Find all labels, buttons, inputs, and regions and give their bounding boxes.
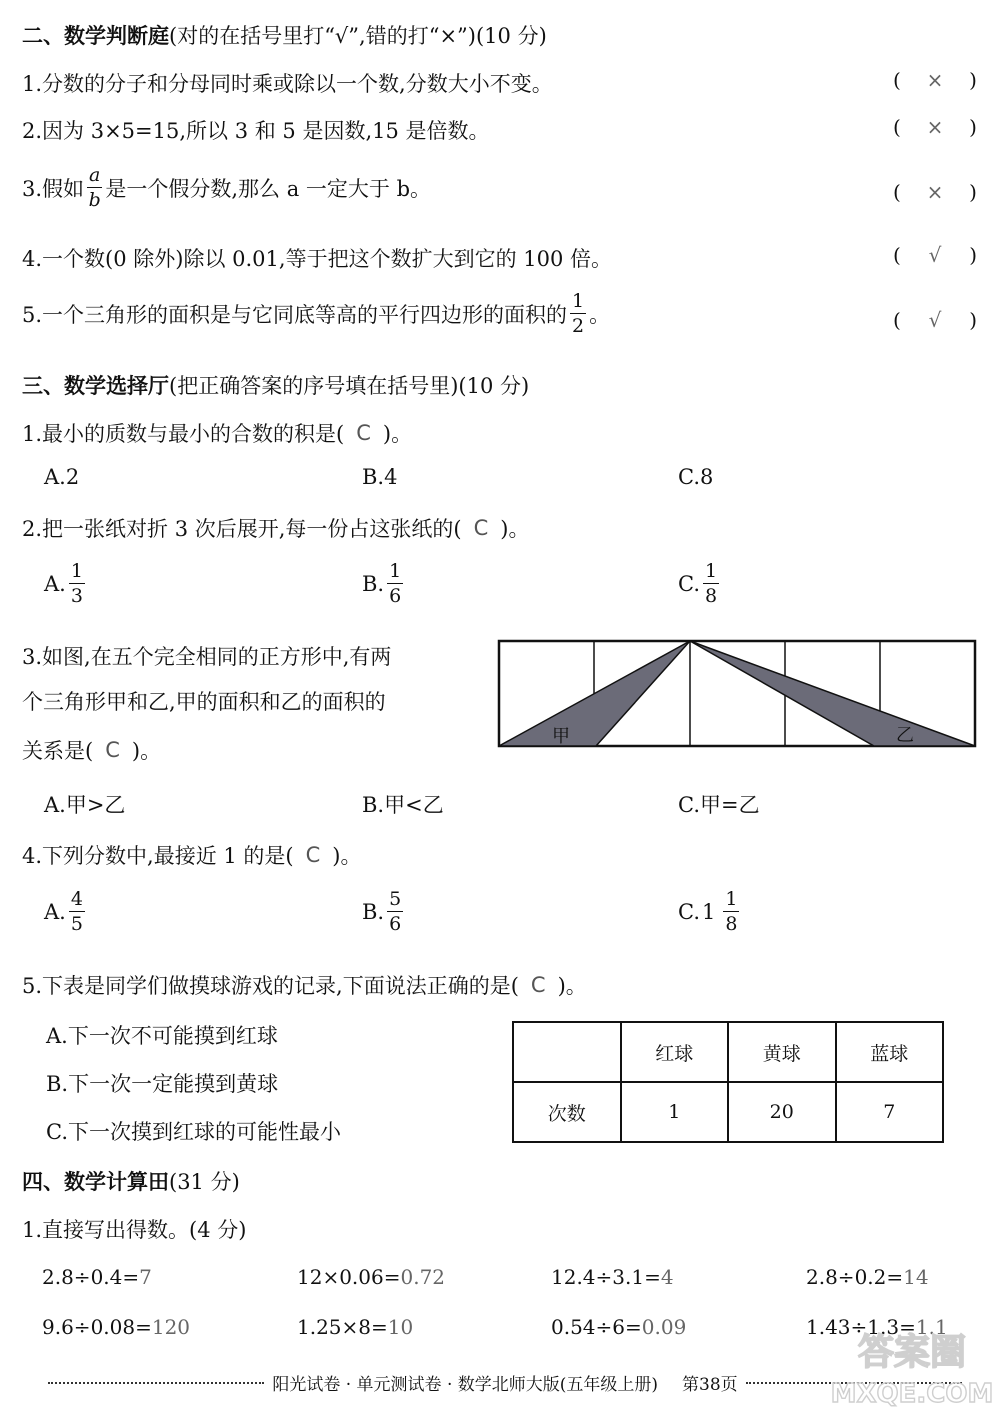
option-fraction: [723, 890, 739, 934]
choice-q5: [22, 970, 587, 1000]
q5-option-b: B.下一次一定能摸到黄球: [46, 1072, 279, 1096]
mixed-whole: 1: [702, 900, 716, 924]
paren-close: ): [969, 180, 977, 204]
choice-q3-text: 关系是(: [22, 739, 94, 763]
judge-answer-2: [893, 115, 977, 139]
choice-q1: [22, 418, 412, 448]
paren-open: (: [893, 115, 901, 139]
option-label: C.: [678, 572, 700, 596]
section-2-instruction: (对的在括号里打“√”,错的打“×”)(10 分): [169, 24, 547, 48]
calc-result: 0.72: [400, 1265, 446, 1289]
choice-q2-text-end: )。: [500, 517, 530, 541]
choice-q5-answer: C: [530, 973, 546, 997]
section-2-heading: 二、数学判断庭: [22, 23, 169, 48]
calc-item: [42, 1315, 190, 1339]
table-header-cell: 红球: [621, 1022, 729, 1082]
watermark-text-2: MXQE.COM: [830, 1379, 994, 1409]
frac-den: 6: [389, 913, 402, 935]
calc-item: [297, 1265, 445, 1289]
frac-num: 1: [705, 560, 718, 582]
calc-item: [806, 1265, 929, 1289]
section-4-instruction: (31 分): [169, 1170, 240, 1194]
q4-option-c: [678, 890, 742, 934]
judge-item-3: [22, 166, 431, 210]
calc-expr: 2.8÷0.2=: [806, 1265, 904, 1289]
option-label: A.: [44, 900, 66, 924]
choice-q5-text: 5.下表是同学们做摸球游戏的记录,下面说法正确的是(: [22, 974, 519, 998]
judge-answer-4: [893, 243, 977, 267]
q1-option-a: A.2: [44, 465, 80, 489]
fraction-one-half: [570, 292, 586, 336]
paren-close: ): [969, 308, 977, 332]
paren-close: ): [969, 68, 977, 92]
table-header-row: [513, 1022, 943, 1082]
ball-record-table: [512, 1021, 944, 1143]
table-cell: 7: [836, 1082, 944, 1142]
frac-num: 5: [389, 888, 402, 910]
choice-q3-text-end: )。: [131, 739, 162, 763]
choice-q3-answer: C: [105, 738, 120, 762]
calc-result: 10: [387, 1315, 414, 1339]
option-fraction: [387, 890, 403, 934]
frac-den: 8: [725, 913, 738, 935]
frac-num: 4: [70, 888, 83, 910]
calc-q1-title: 1.直接写出得数。(4 分): [22, 1218, 247, 1242]
judge-item-2-text: 2.因为 3×5=15,所以 3 和 5 是因数,15 是倍数。: [22, 119, 490, 143]
q2-option-b: [362, 562, 406, 606]
section-3-instruction: (把正确答案的序号填在括号里)(10 分): [169, 374, 530, 398]
judge-item-4: [22, 243, 612, 273]
calc-result: 1.1: [915, 1315, 948, 1339]
judge-mark-4: √: [928, 243, 942, 267]
watermark-logo: [830, 1318, 995, 1410]
calc-result: 7: [139, 1265, 152, 1289]
judge-item-5-text: 5.一个三角形的面积是与它同底等高的平行四边形的面积的: [22, 303, 568, 327]
table-cell: 20: [728, 1082, 836, 1142]
judge-mark-2: ×: [926, 115, 944, 139]
page-number: 第38页: [682, 1375, 738, 1395]
paren-close: ): [969, 243, 977, 267]
choice-q1-text-end: )。: [382, 422, 413, 446]
calc-result: 4: [660, 1265, 674, 1289]
triangle-yi-label: 乙: [896, 725, 914, 746]
calc-item: [551, 1265, 674, 1289]
q2-option-a: [44, 562, 88, 606]
q2-option-c: [678, 562, 722, 606]
section-2-title: [22, 20, 547, 50]
choice-q3-line3: [22, 735, 161, 765]
choice-q4: [22, 840, 362, 870]
frac-den: 2: [572, 315, 585, 337]
frac-den: b: [88, 189, 101, 211]
calc-expr: 1.25×8=: [297, 1315, 388, 1339]
q3-option-c: C.甲=乙: [678, 793, 760, 817]
calc-expr: 1.43÷1.3=: [806, 1315, 916, 1339]
calc-item: [297, 1315, 413, 1339]
choice-q4-text-end: )。: [332, 844, 362, 868]
judge-mark-1: ×: [926, 68, 944, 92]
section-4-heading: 四、数学计算田: [22, 1169, 169, 1194]
frac-num: 1: [389, 560, 402, 582]
q1-option-b: B.4: [362, 465, 398, 489]
table-header-cell: [513, 1022, 621, 1082]
triangle-yi: [690, 641, 975, 746]
choice-q1-text: 1.最小的质数与最小的合数的积是(: [22, 422, 345, 446]
judge-item-1-text: 1.分数的分子和分母同时乘或除以一个数,分数大小不变。: [22, 72, 553, 96]
calc-result: 120: [151, 1315, 191, 1339]
judge-item-2: [22, 115, 490, 145]
frac-num: 1: [572, 290, 585, 312]
table-header-cell: 蓝球: [836, 1022, 944, 1082]
q4-option-b: [362, 890, 406, 934]
frac-num: 1: [725, 888, 738, 910]
watermark-text-1: 答案圈: [857, 1332, 967, 1373]
q5-option-c: C.下一次摸到红球的可能性最小: [46, 1120, 341, 1144]
judge-answer-3: [893, 180, 977, 204]
choice-q2-text: 2.把一张纸对折 3 次后展开,每一份占这张纸的(: [22, 517, 462, 541]
section-4-title: [22, 1166, 240, 1196]
calc-result: 0.09: [641, 1315, 687, 1339]
paren-open: (: [893, 68, 901, 92]
fraction-a-over-b: [87, 166, 102, 210]
section-3-heading: 三、数学选择厅: [22, 373, 169, 398]
paren-open: (: [893, 243, 901, 267]
triangle-jia-label: 甲: [552, 726, 570, 747]
calc-expr: 0.54÷6=: [551, 1315, 642, 1339]
paren-open: (: [893, 308, 901, 332]
choice-q2-answer: C: [473, 516, 489, 540]
judge-item-3-text-end: 是一个假分数,那么 a 一定大于 b。: [105, 177, 432, 201]
judge-item-1: [22, 68, 553, 98]
paren-close: ): [969, 115, 977, 139]
calc-item: [551, 1315, 686, 1339]
option-fraction: [69, 562, 85, 606]
option-label: A.: [44, 572, 66, 596]
frac-num: 1: [70, 560, 83, 582]
table-row: [513, 1082, 943, 1142]
q3-option-a: A.甲>乙: [44, 793, 126, 817]
judge-mark-5: √: [928, 308, 942, 332]
choice-q3-line2: 个三角形甲和乙,甲的面积和乙的面积的: [22, 690, 386, 714]
calc-expr: 9.6÷0.08=: [42, 1315, 152, 1339]
table-row-label: 次数: [513, 1082, 621, 1142]
option-fraction: [703, 562, 719, 606]
calc-result: 14: [903, 1265, 929, 1289]
table-header-cell: 黄球: [728, 1022, 836, 1082]
option-label: B.: [362, 900, 385, 924]
choice-q4-answer: C: [305, 843, 321, 867]
option-label: B.: [362, 572, 385, 596]
choice-q4-text: 4.下列分数中,最接近 1 的是(: [22, 844, 294, 868]
judge-mark-3: ×: [926, 180, 944, 204]
choice-q1-answer: C: [356, 421, 371, 445]
q1-option-c: C.8: [678, 465, 714, 489]
calc-item: [42, 1265, 152, 1289]
q4-option-a: [44, 890, 88, 934]
footer-text: 阳光试卷 · 单元测试卷 · 数学北师大版(五年级上册): [272, 1375, 659, 1395]
option-fraction: [387, 562, 403, 606]
paren-open: (: [893, 180, 901, 204]
squares-triangles-figure: [496, 638, 980, 750]
calc-expr: 2.8÷0.4=: [42, 1265, 140, 1289]
choice-q5-text-end: )。: [557, 974, 587, 998]
option-fraction: [69, 890, 85, 934]
frac-num: a: [89, 164, 101, 186]
judge-item-5-text-end: 。: [589, 303, 611, 327]
calc-expr: 12×0.06=: [297, 1265, 401, 1289]
frac-den: 8: [705, 585, 718, 607]
q5-option-a: A.下一次不可能摸到红球: [46, 1024, 278, 1048]
frac-den: 6: [389, 585, 402, 607]
table-cell: 1: [621, 1082, 729, 1142]
judge-answer-1: [893, 68, 977, 92]
frac-den: 5: [70, 913, 83, 935]
judge-item-4-text: 4.一个数(0 除外)除以 0.01,等于把这个数扩大到它的 100 倍。: [22, 247, 612, 271]
footer-dots-left: [48, 1382, 264, 1384]
frac-den: 3: [70, 585, 83, 607]
q3-option-b: B.甲<乙: [362, 793, 444, 817]
judge-item-5: [22, 292, 610, 336]
judge-item-3-text: 3.假如: [22, 177, 85, 201]
judge-answer-5: [893, 308, 977, 332]
choice-q2: [22, 513, 530, 543]
choice-q3-line1: 3.如图,在五个完全相同的正方形中,有两: [22, 645, 392, 669]
calc-expr: 12.4÷3.1=: [551, 1265, 661, 1289]
option-label: C.: [678, 900, 700, 924]
section-3-title: [22, 370, 529, 400]
